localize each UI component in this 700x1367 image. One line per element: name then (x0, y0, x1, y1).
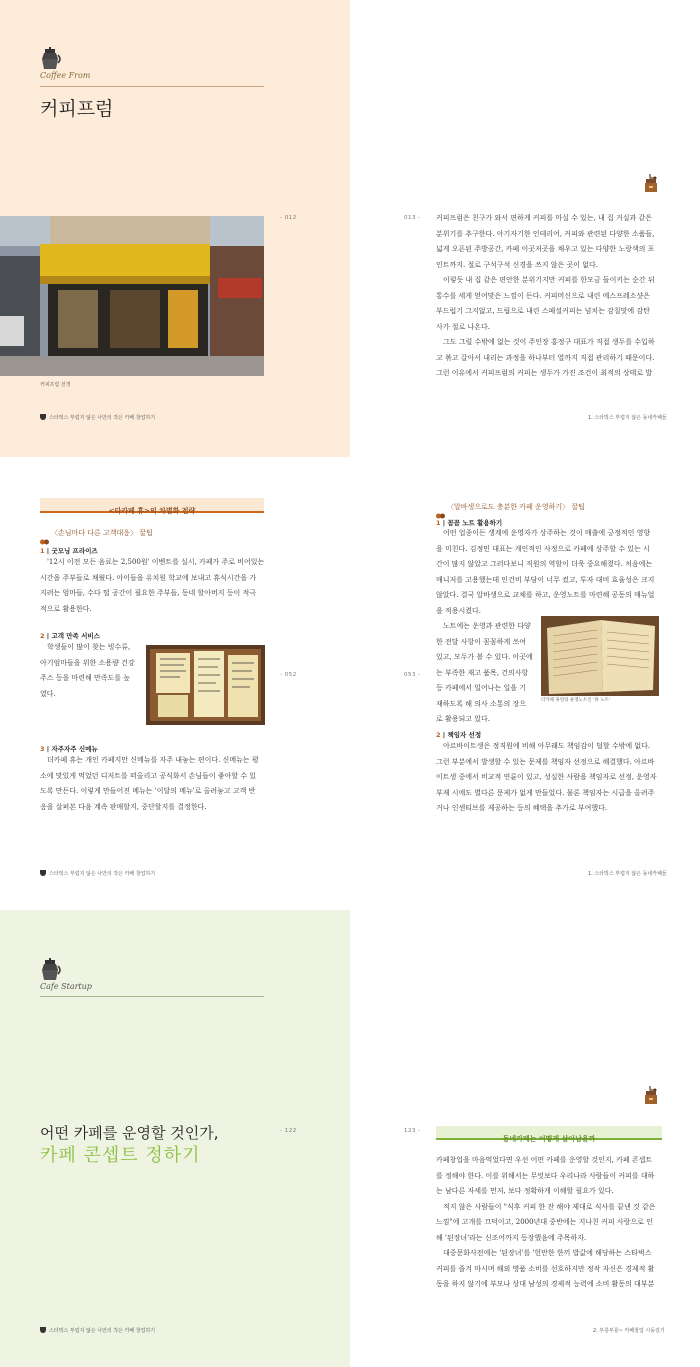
item-2-text (436, 739, 662, 817)
footer-right: 2. 부릉부릉~ 카페창업 시동걸기 (593, 1328, 665, 1334)
chapter-title-line2: 카페 콘셉트 정하기 (40, 1145, 201, 1166)
text-line: 그런 부분에서 발생할 수 있는 문제를 책임자 선정으로 해결했다. 아르바 (436, 757, 655, 766)
footer-cup-icon (40, 414, 46, 420)
text-line: 는 부족한 재고 품목, 건의사항 (436, 668, 529, 677)
text-line: 동을 하지 않기에 부모나 상대 남성의 경제적 능력에 소비 활동의 대부분 (436, 1280, 655, 1288)
text-line: 카페창업을 마음먹었다면 우선 어떤 카페를 운영할 것인지, 카페 콘셉트 (436, 1156, 653, 1164)
text-line: 부드럽기 그지없고, 드립으로 내린 스페셜커피는 넘치는 감칠맛에 감탄 (436, 307, 650, 315)
text-line: 거나 인센티브를 제공하는 등의 혜택을 추가로 부여했다. (436, 804, 608, 812)
coffee-grinder-icon (644, 1086, 658, 1104)
subheading: 〈손님마다 다른 고객대응〉 꿀팁 (51, 529, 153, 537)
text-line: 커피프럼은 친구가 와서 편하게 커피를 마실 수 있는, 내 집 거실과 같은 (436, 214, 653, 222)
text-line: 이트생 중에서 비교적 연륜이 있고, 성실한 사람을 책임자로 선정, 운영자 (436, 773, 657, 781)
text-line: 였다. (40, 689, 56, 698)
page-number-left: - 012 (280, 215, 297, 221)
page-number-right: 123 - (404, 1128, 421, 1134)
item-3-text (40, 753, 266, 815)
coffee-grinder-icon (644, 174, 658, 192)
item-heading-1: 1 | 굿모닝 프라이즈 (40, 547, 98, 555)
footer-left: 스타벅스 부럽지 않은 나만의 작은 카페 창업하기 (49, 1328, 156, 1334)
footer-left: 스타벅스 부럽지 않은 나만의 작은 카페 창업하기 (49, 415, 156, 421)
section-header-box (40, 498, 264, 513)
text-line: 매니저를 고용했는데 인건비 부담이 너무 컸고, 투자 대비 효율성은 크지 (436, 575, 655, 584)
text-line: 을 미친다. 김정민 대표는 개인적인 사정으로 카페에 상주할 수 있는 시 (436, 544, 650, 553)
bean-icon (436, 504, 445, 510)
cafe-exterior-photo (0, 216, 264, 376)
text-line: 통수를 세게 얻어맞은 느낌이 든다. 커피머신으로 내린 에스프레소샷은 (436, 291, 650, 300)
item-2-text (40, 640, 144, 702)
text-line: 그런 이유에서 커피프럼의 커피는 생두가 가진 조건이 최적의 상태로 발 (436, 369, 653, 377)
section-header: 동네카페는 어떻게 살아남을까 (502, 1135, 596, 1143)
item-heading-1: 1 | 꼼꼼 노트 활용하기 (436, 519, 503, 527)
page-number-right: 053 - (404, 672, 421, 678)
item-1-text (436, 526, 662, 619)
photo-caption: 커피프럼 전경 (40, 382, 71, 388)
text-line: 간이 많지 않았고 그러다보니 직원의 역할이 더욱 중요해졌다. 처음에는 (436, 560, 653, 568)
title-rule (40, 86, 264, 87)
script-label: Cafe Startup (40, 982, 92, 991)
text-line: 해 '된장녀'라는 신조어까지 등장했음에 주목하자. (436, 1233, 587, 1242)
text-line: 는 남다른 자세를 먼저, 보다 정확하게 이해할 필요가 있다. (436, 1187, 614, 1195)
text-line: 고 볶고 갈아서 내리는 과정을 하나부터 열까지 직접 관리하기 때문이다. (436, 353, 655, 362)
text-line: 아르바이트생은 정직원에 비해 아무래도 책임감이 덜할 수밖에 없다. (443, 742, 651, 750)
text-line: 부재 시에도 별다른 문제가 없게 만들었다. 물론 책임자는 시급을 올려주 (436, 788, 655, 797)
text-line: 적으로 활용한다. (40, 604, 92, 613)
menu-board-photo (146, 645, 265, 725)
text-line: 더카페 휴는 개인 카페지만 신메뉴를 자주 내놓는 편이다. 신메뉴는 평 (47, 756, 259, 764)
text-line: 대중문화사전에는 '된장녀'를 '헌만한 한끼 밥값에 해당하는 스타벅스 (443, 1249, 652, 1257)
text-line: 소에 맛있게 먹었던 디저트를 떠올리고 공식화서 손님들이 좋아할 수 있 (40, 771, 257, 780)
coffee-pot-icon (40, 958, 62, 982)
text-line: 을 적용시켰다. (436, 606, 482, 615)
text-line: 분위기를 추구한다. 아기자기한 인테리어, 커피와 관련된 다양한 소품들, (436, 229, 655, 238)
photo-caption: 더카페 휴만의 운영노트인 '휴 노트' (541, 698, 611, 703)
text-line: 로 활용되고 있다. (436, 715, 491, 723)
text-line: 어떤 업종이든 생계에 운영자가 상주하는 것이 매출에 긍정적인 영향 (443, 529, 651, 537)
section-header-box (436, 1126, 662, 1143)
text-line: 지려는 엄마들, 수다 떨 공간이 필요한 주부들, 동네 할아버지 등이 적극 (40, 589, 257, 597)
body-text (436, 1153, 662, 1293)
text-line: 주스 등을 마련해 만족도를 높 (40, 674, 131, 682)
footer-right: 1. 스타벅스 부럽지 않은 동네카페들 (588, 415, 667, 421)
text-line: 이렇듯 내 집 같은 편안한 분위기지만 커피를 한모금 들이키는 순간 뒤 (443, 276, 655, 284)
text-line: 시간을 주부들로 채웠다. 아이들을 유치원 학교에 보내고 휴식시간을 가 (40, 573, 257, 582)
item-heading-3: 3 | 자주자주 신메뉴 (40, 745, 98, 753)
page-number-left: - 052 (280, 672, 297, 678)
text-line: 있고, 모두가 볼 수 있다. 이곳에 (436, 653, 533, 661)
body-text (436, 211, 662, 382)
text-line: '12시 이전 모든 음료는 2,500원' 이벤트를 실시, 카페가 주로 비어있는 (47, 558, 265, 566)
notebook-photo (541, 616, 659, 696)
text-line: 사가 절로 나온다. (436, 322, 491, 331)
text-line: 인트까지. 절로 구석구석 신경을 쓰지 않은 곳이 없다. (436, 260, 599, 269)
text-line: 노트에는 운영과 관련한 다양 (443, 622, 531, 630)
coffee-pot-icon (40, 47, 62, 71)
text-line: 도록 만든다. 이렇게 만들어진 메뉴는 '이달의 메뉴'로 올려놓고 고객 반 (40, 787, 256, 795)
title-rule (40, 996, 264, 997)
bean-icon (40, 530, 49, 536)
page-number-right: 013 - (404, 215, 421, 221)
text-line: 등 카페에서 일어나는 일을 기 (436, 684, 527, 692)
item-1-text (40, 555, 266, 617)
footer-cup-icon (40, 870, 46, 876)
page-title: 커피프럼 (40, 98, 114, 120)
page-number-left: - 122 (280, 1128, 297, 1134)
text-line: 재하도록 해 의사 소통의 장으 (436, 699, 527, 708)
text-line: 아기엄마들을 위한 소용량 건강 (40, 658, 135, 667)
footer-right: 1. 스타벅스 부럽지 않은 동네카페들 (588, 871, 667, 877)
text-line: 를 정해야 한다. 이를 위해서는 무엇보다 우리나라 사람들이 커피를 대하 (436, 1171, 655, 1180)
chapter-title-line1: 어떤 카페를 운영할 것인가, (40, 1124, 219, 1142)
script-label: Coffee From (40, 71, 91, 80)
footer-left: 스타벅스 부럽지 않은 나만의 작은 카페 창업하기 (49, 871, 156, 877)
footer-cup-icon (40, 1327, 46, 1333)
text-line: 커피를 즐겨 마시며 해외 명품 소비를 선호하지만 정작 자신은 경제적 활 (436, 1264, 655, 1273)
text-line: 느낌"에 고개를 끄덕이고, 2000년대 중반에는 지나친 커피 사랑으로 인 (436, 1218, 653, 1226)
text-line: 학생들이 많이 찾는 빙수류, (47, 643, 131, 651)
text-line: 않았다. 결국 알바생으로 교체를 하고, 운영노트를 마련해 공동의 매뉴얼 (436, 591, 655, 599)
text-line: 적지 않은 사람들이 "식후 커피 한 잔 해야 제대로 식사를 끝낸 것 같은 (443, 1202, 656, 1211)
text-line: 한 전달 사항이 꼼꼼하게 쓰여 (436, 637, 527, 646)
item-1b-text (436, 619, 540, 728)
text-line: 응을 살펴본 다음 계속 판매할지, 중단할지를 결정한다. (40, 802, 207, 811)
item-heading-2: 2 | 고객 만족 서비스 (40, 632, 100, 640)
item-heading-2: 2 | 책임자 선정 (436, 731, 482, 739)
section-header: <타카페 휴>의 차별화 전략 (108, 507, 196, 515)
text-line: 그도 그럴 수밖에 없는 것이 주인장 홍정구 대표가 직접 생두를 수입하 (443, 338, 655, 346)
subheading: 〈알바생으로도 충분한 카페 운영하기〉 꿀팁 (447, 503, 585, 511)
text-line: 넓게 오픈된 주방공간, 카페 이곳저곳을 채우고 있는 다양한 노랑색의 포 (436, 245, 655, 253)
